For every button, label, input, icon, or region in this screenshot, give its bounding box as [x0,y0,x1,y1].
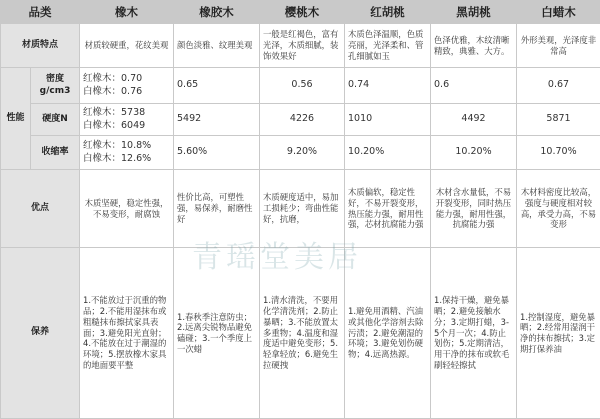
density-red-walnut: 0.74 [345,68,431,104]
brand-watermark: 青瑶堂美居 [192,232,362,276]
shrinkage-red-walnut: 10.20% [345,136,431,170]
advantages-cherry: 木质硬度适中，易加工损耗少；弯曲性能好，抗磨， [260,170,345,248]
performance-label: 性能 [1,68,31,170]
material-black-walnut: 色泽优雅，木纹清晰精致，典雅、大方。 [431,24,517,68]
hardness-oak [80,104,174,136]
header-cherry: 樱桃木 [260,1,345,24]
material-ash: 外形美观，光泽度非常高 [517,24,600,68]
maintenance-rubberwood: 1.春秋季注意防虫；2.远离尖锐物品避免磕碰；3.一个季度上一次蜡 [174,248,260,419]
hardness-black-walnut: 4492 [431,104,517,136]
density-black-walnut: 0.6 [431,68,517,104]
hardness-ash: 5871 [517,104,600,136]
hardness-rubberwood: 5492 [174,104,260,136]
header-oak: 橡木 [80,1,174,24]
hardness-oak-red: 红橡木：5738 [83,107,170,119]
density-label: 密度g/cm3 [31,68,80,104]
shrinkage-oak [80,136,174,170]
density-rubberwood: 0.65 [174,68,260,104]
hardness-oak-white: 白橡木：6049 [83,120,170,132]
maintenance-label: 保养 [1,248,80,419]
advantages-rubberwood: 性价比高，可塑性强，易保养，耐磨性好 [174,170,260,248]
advantages-red-walnut: 木质偏软，稳定性好，不易开裂变形，热压能力强，耐用性强，芯材抗腐能力强 [345,170,431,248]
advantages-label: 优点 [1,170,80,248]
material-label: 材质特点 [1,24,80,68]
header-rubberwood: 橡胶木 [174,1,260,24]
header-red-walnut: 红胡桃 [345,1,431,24]
shrinkage-label: 收缩率 [31,136,80,170]
material-red-walnut: 木质色泽温顺，色质亮丽，光泽柔和、管孔细腻如玉 [345,24,431,68]
density-oak [80,68,174,104]
density-oak-white: 白橡木：0.76 [83,86,170,98]
hardness-cherry: 4226 [260,104,345,136]
density-cherry: 0.56 [260,68,345,104]
maintenance-ash: 1.控制湿度，避免暴晒；2.经常用湿润干净的抹布擦拭；3.定期打保养油 [517,248,600,419]
header-category: 品类 [1,1,80,24]
maintenance-oak: 1.不能放过于沉重的物品；2.不能用湿抹布或粗糙抹布擦拭家具表面；3.避免阳光直射；4.不能放在过于潮湿的环境；5.摆放橡木家具的地面要平整 [80,248,174,419]
advantages-black-walnut: 木材含水量低，不易开裂变形，同时热压能力强，耐用性强，抗腐能力强 [431,170,517,248]
header-black-walnut: 黑胡桃 [431,1,517,24]
density-ash: 0.67 [517,68,600,104]
density-oak-red: 红橡木：0.70 [83,73,170,85]
hardness-label: 硬度N [31,104,80,136]
shrinkage-oak-red: 红橡木：10.8% [83,140,170,152]
material-cherry: 一般是红褐色，富有光泽，木质细腻，装饰效果好 [260,24,345,68]
shrinkage-cherry: 9.20% [260,136,345,170]
maintenance-red-walnut: 1.避免用酒精、汽油或其他化学溶剂去除污渍；2.避免潮湿的环境；3.避免划伤硬物；4.远离热源。 [345,248,431,419]
shrinkage-ash: 10.70% [517,136,600,170]
material-rubberwood: 颜色淡雅、纹理美观 [174,24,260,68]
shrinkage-black-walnut: 10.20% [431,136,517,170]
shrinkage-oak-white: 白橡木：12.6% [83,153,170,165]
advantages-ash: 木材料密度比较高，强度与硬度相对较高，承受力高，不易变形 [517,170,600,248]
advantages-oak: 木质坚硬，稳定性强，不易变形，耐腐蚀 [80,170,174,248]
shrinkage-rubberwood: 5.60% [174,136,260,170]
header-ash: 白蜡木 [517,1,600,24]
material-oak: 材质较硬重，花纹美观 [80,24,174,68]
maintenance-black-walnut: 1.保持干燥，避免暴晒；2.避免接触水分；3.定期打蜡，3-5个月一次；4.防止划伤；5.定期清洁，用干净的抹布或软毛刷轻轻擦拭 [431,248,517,419]
hardness-red-walnut: 1010 [345,104,431,136]
maintenance-cherry: 1.清水清洗，不要用化学清洗剂；2.防止暴晒；3.不能放置太多重物；4.温度和湿度适中避免变形；5.轻拿轻放；6.避免生拉硬拽 [260,248,345,419]
